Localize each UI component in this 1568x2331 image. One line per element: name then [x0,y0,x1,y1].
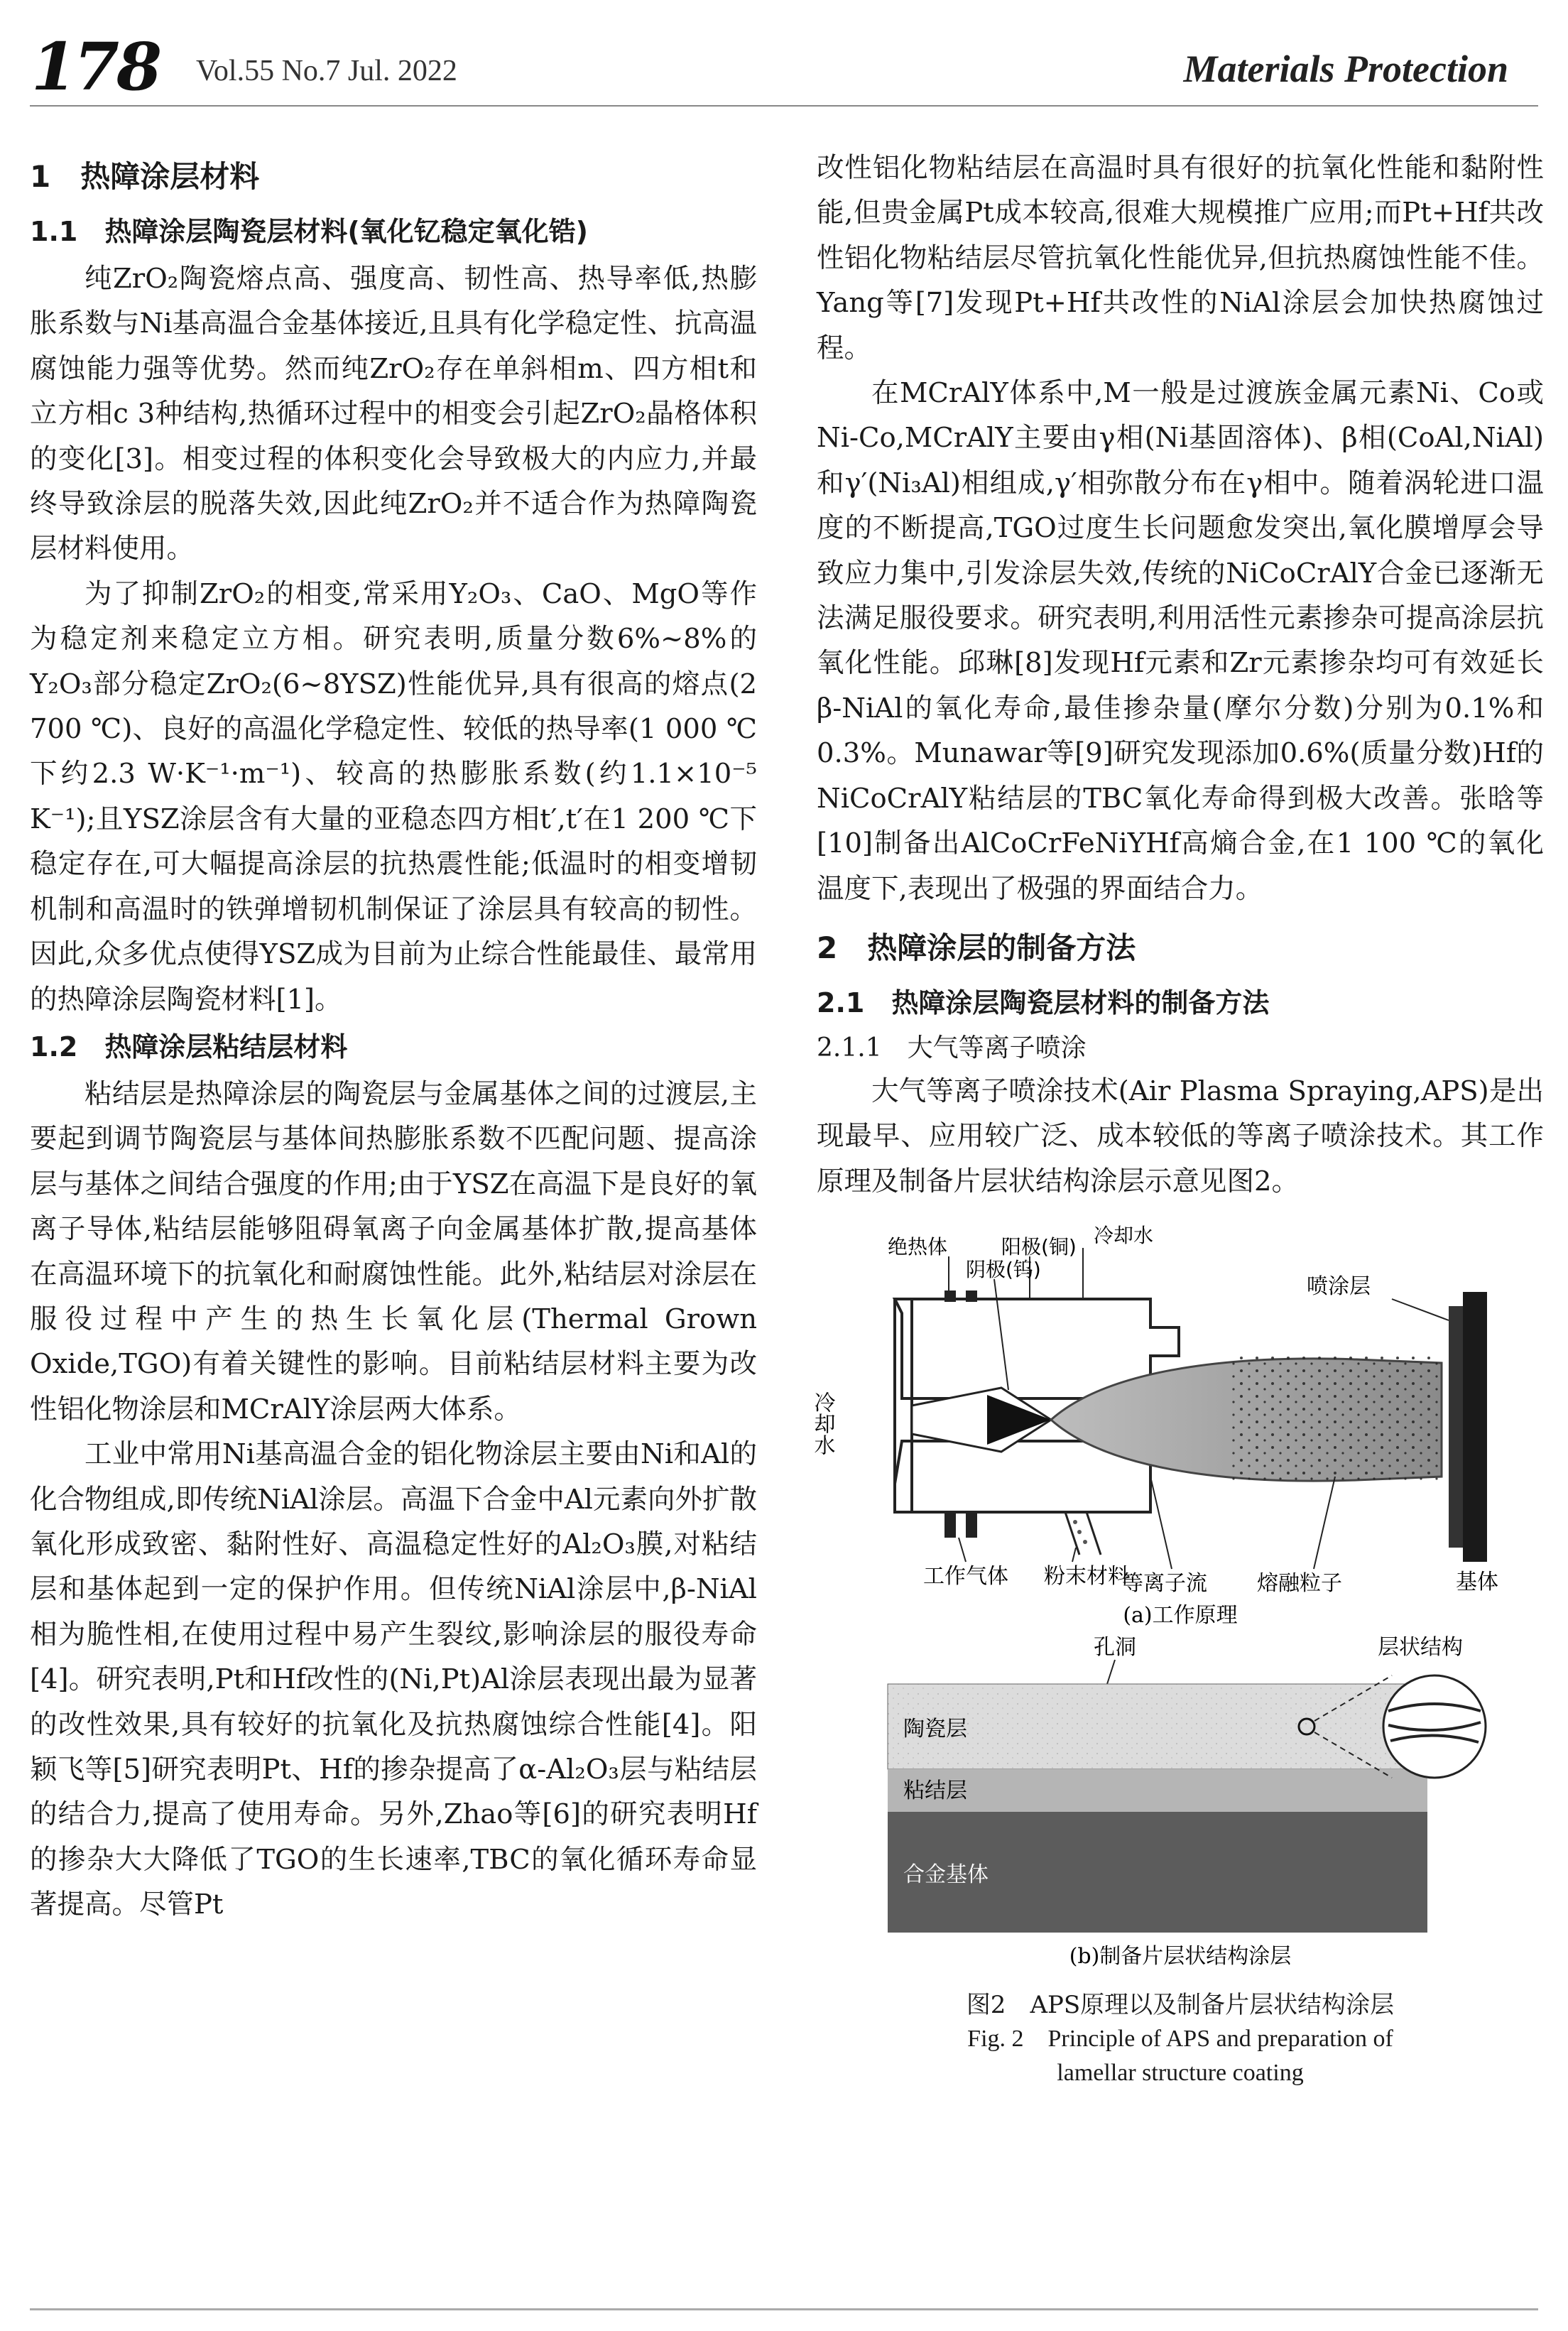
section-2-heading: 2 热障涂层的制备方法 [817,930,1136,965]
ceramic-layer [888,1684,1427,1769]
header-rule [30,105,1538,107]
label-cathode: 阴极(钨) [966,1258,1041,1282]
caption-a: (a)工作原理 [1123,1603,1238,1629]
figure-caption-en-1: Fig. 2 Principle of APS and preparation of [967,2025,1393,2052]
label-substrate: 基体 [1456,1570,1498,1595]
substrate [1463,1292,1487,1562]
right-column [810,146,1544,2090]
volume-info: Vol.55 No.7 Jul. 2022 [196,55,457,87]
footer-rule [30,2308,1538,2310]
section-1-2-heading: 1.2 热障涂层粘结层材料 [30,1031,348,1063]
label-ceramic: 陶瓷层 [903,1717,967,1742]
caption-b: (b)制备片层状结构涂层 [1069,1944,1292,1969]
paragraph: 粘结层是热障涂层的陶瓷层与金属基体之间的过渡层,主要起到调节陶瓷层与基体间热膨胀系数不匹配问题、提高涂层与基体之间结合强度的作用;由于YSZ在高温下是良好的氧离子导体,粘结层能够阻碍氧离子向金属基体扩散,提高基体在高温环境下的抗氧化和耐腐蚀性能。此外,粘结层对涂层在服役过程中产生的热生长氧化层(Thermal Grown Oxide,TGO)有着关键性的影响。目前粘结层材料主要为改性铝化物涂层和MCrAlY涂层两大体系。 [30,1077,757,1425]
section-1-1-heading: 1.1 热障涂层陶瓷层材料(氧化钇稳定氧化锆) [30,216,589,247]
label-powder: 粉末材料 [1044,1564,1129,1590]
figure-caption-en-2: lamellar structure coating [1057,2059,1304,2086]
paragraph: 为了抑制ZrO₂的相变,常采用Y₂O₃、CaO、MgO等作为稳定剂来稳定立方相。研究表明,质量分数6%~8%的Y₂O₃部分稳定ZrO₂(6~8YSZ)性能优异,具有很高的熔点(2 700 ℃)、良好的高温化学稳定性、较低的热导率(1 000 ℃下约2.3 W·K⁻¹·m⁻¹)、较高的热膨胀系数(约1.1×10⁻⁵ K⁻¹);且YSZ涂层含有大量的亚稳态四方相t′,t′在1 200 ℃下稳定存在,可大幅提高涂层的抗热震性能;低温时的相变增韧机制和高温时的铁弹增韧机制保证了涂层具有较高的韧性。因此,众多优点使得YSZ成为目前为止综合性能最佳、最常用的热障涂层陶瓷材料[1]。 [30,577,757,1016]
page-number: 178 [31,28,160,105]
label-bond: 粘结层 [903,1778,967,1804]
section-1-heading: 1 热障涂层材料 [30,159,260,194]
panel-b [888,1635,1486,1969]
label-anode: 阳极(铜) [1001,1235,1077,1259]
paragraph: 工业中常用Ni基高温合金的铝化物涂层主要由Ni和Al的化合物组成,即传统NiAl涂层。高温下合金中Al元素向外扩散氧化形成致密、黏附性好、高温稳定性好的Al₂O₃膜,对粘结层和基体起到一定的保护作用。但传统NiAl涂层中,β-NiAl相为脆性相,在使用过程中易产生裂纹,影响涂层的服役寿命[4]。研究表明,Pt和Hf改性的(Ni,Pt)Al涂层表现出最为显著的改性效果,具有较好的抗氧化及抗热腐蚀综合性能[4]。阳颖飞等[5]研究表明Pt、Hf的掺杂提高了α-Al₂O₃层与粘结层的结合力,提高了使用寿命。另外,Zhao等[6]的研究表明Hf的掺杂大大降低了TGO的生长速率,TBC的氧化循环寿命显著提高。尽管Pt [30,1438,757,1921]
page-header [31,28,1508,105]
paragraph: 纯ZrO₂陶瓷熔点高、强度高、韧性高、热导率低,热膨胀系数与Ni基高温合金基体接近,且具有化学稳定性、抗高温腐蚀能力强等优势。然而纯ZrO₂存在单斜相m、四方相t和立方相c 3种结构,热循环过程中的相变会引起ZrO₂晶格体积的变化[3]。相变过程的体积变化会导致极大的内应力,并最终导致涂层的脱落失效,因此纯ZrO₂并不适合作为热障陶瓷层材料使用。 [30,263,757,565]
aps-diagram [810,1214,1544,1974]
label-plasma-flow: 等离子流 [1122,1571,1207,1597]
journal-name: Materials Protection [1183,48,1508,90]
paragraph: 大气等离子喷涂技术(Air Plasma Spraying,APS)是出现最早、应用较广泛、成本较低的等离子喷涂技术。其工作原理及制备片层状结构涂层示意见图2。 [817,1075,1544,1197]
paragraph: 改性铝化物粘结层在高温时具有很好的抗氧化性能和黏附性能,但贵金属Pt成本较高,很难大规模推广应用;而Pt+Hf共改性铝化物粘结层尽管抗氧化性能优异,但抗热腐蚀性能不佳。Yang等[7]发现Pt+Hf共改性的NiAl涂层会加快热腐蚀过程。 [817,152,1544,364]
figure-2 [810,1214,1544,2090]
left-column [30,146,757,1928]
panel-a [810,1224,1499,1628]
bond-layer [888,1769,1427,1812]
label-cooling-water-top: 冷却水 [1094,1224,1154,1248]
section-2-1-heading: 2.1 热障涂层陶瓷层材料的制备方法 [817,987,1270,1018]
label-pores: 孔洞 [1094,1635,1136,1661]
molten-particle-field [1229,1356,1442,1484]
label-cooling-water-left: 冷却水 [810,1391,835,1456]
label-spray-coating: 喷涂层 [1307,1274,1371,1300]
label-working-gas: 工作气体 [923,1564,1008,1590]
section-2-1-1-heading: 2.1.1 大气等离子喷涂 [817,1033,1087,1063]
paragraph: 在MCrAlY体系中,M一般是过渡族金属元素Ni、Co或Ni-Co,MCrAlY主要由γ相(Ni基固溶体)、β相(CoAl,NiAl)和γ′(Ni₃Al)相组成,γ′相弥散分布在γ相中。随着涡轮进口温度的不断提高,TGO过度生长问题愈发突出,氧化膜增厚会导致应力集中,引发涂层失效,传统的NiCoCrAlY合金已逐渐无法满足服役要求。研究表明,利用活性元素掺杂可提高涂层抗氧化性能。邱琳[8]发现Hf元素和Zr元素掺杂均可有效延长β-NiAl的氧化寿命,最佳掺杂量(摩尔分数)分别为0.1%和0.3%。Munawar等[9]研究发现添加0.6%(质量分数)Hf的NiCoCrAlY粘结层的TBC氧化寿命得到极大改善。张晗等[10]制备出AlCoCrFeNiYHf高熵合金,在1 100 ℃的氧化温度下,表现出了极强的界面结合力。 [817,377,1544,905]
spray-coating-layer [1449,1306,1463,1548]
label-molten-particles: 熔融粒子 [1257,1571,1342,1597]
label-insulator: 绝热体 [888,1235,948,1259]
figure-caption-cn: 图2 APS原理以及制备片层状结构涂层 [966,1990,1395,2019]
label-alloy: 合金基体 [903,1862,989,1888]
label-lamellar: 层状结构 [1378,1635,1463,1661]
